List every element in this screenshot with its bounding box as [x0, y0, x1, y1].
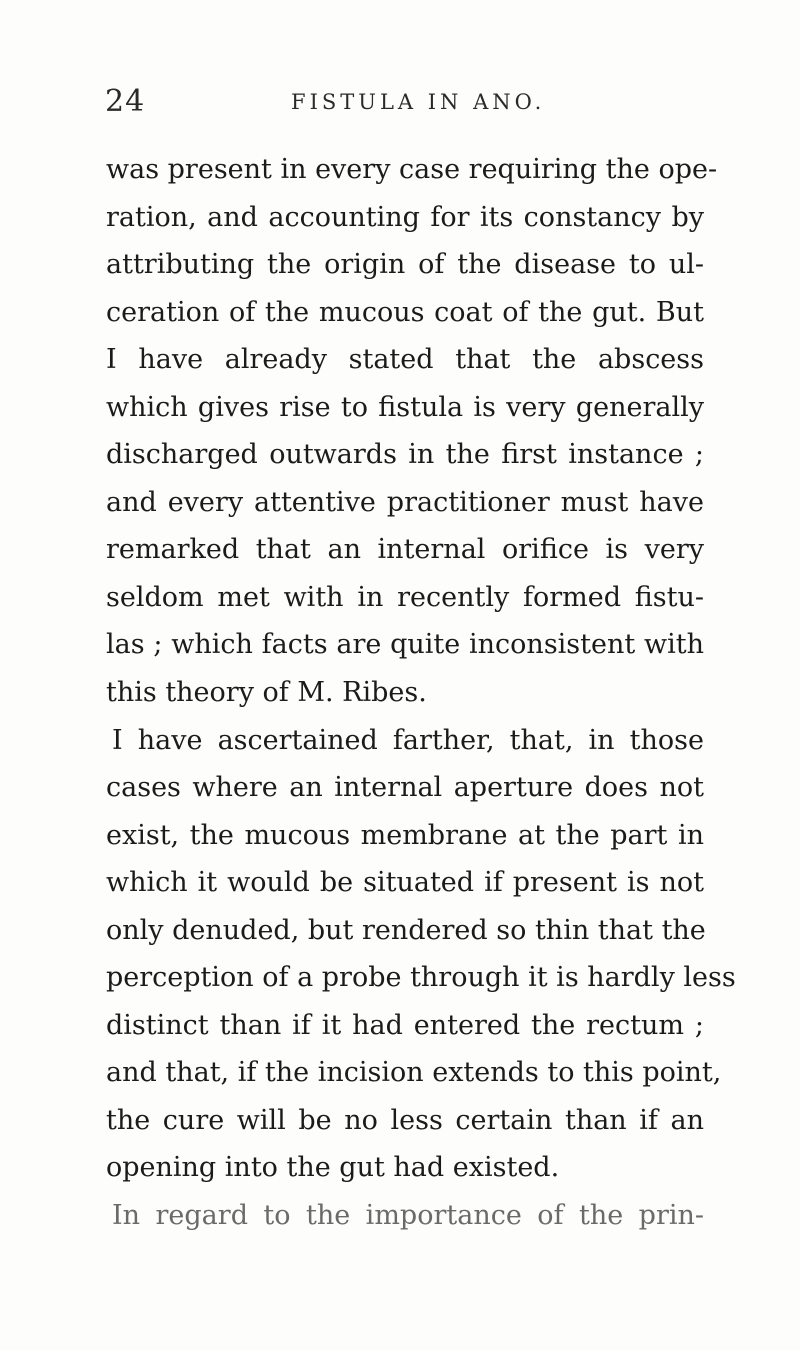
- text-line: this theory of M. Ribes.: [106, 677, 427, 709]
- text-line: exist, the mucous membrane at the part in: [106, 819, 704, 851]
- text-line: which gives rise to fistula is very generally: [106, 391, 704, 423]
- text-line: only denuded, but rendered so thin that the: [106, 914, 706, 946]
- text-line: seldom met with in recently formed fistu-: [106, 581, 704, 613]
- text-line: was present in every case requiring the ope-: [106, 154, 718, 185]
- body-text: [106, 146, 736, 1240]
- text-line: I have ascertained farther, that, in those: [112, 724, 704, 756]
- page-header: [0, 84, 800, 124]
- text-line: the cure will be no less certain than if an: [106, 1104, 704, 1136]
- text-line: I have already stated that the abscess: [106, 344, 704, 376]
- text-line: perception of a probe through it is hardly less: [106, 962, 736, 994]
- text-line: las ; which facts are quite inconsistent with: [106, 629, 704, 661]
- text-line: ration, and accounting for its constancy by: [106, 201, 704, 233]
- text-line: discharged outwards in the first instance ;: [106, 439, 704, 471]
- text-line: which it would be situated if present is not: [106, 867, 704, 899]
- text-line: In regard to the importance of the prin-: [112, 1200, 704, 1232]
- text-line: distinct than if it had entered the rectum ;: [106, 1009, 704, 1041]
- text-line: and every attentive practitioner must have: [106, 486, 704, 518]
- text-line: cases where an internal aperture does not: [106, 772, 704, 804]
- page-number: 24: [105, 84, 146, 119]
- text-line: remarked that an internal orifice is very: [106, 534, 704, 566]
- text-line: opening into the gut had existed.: [106, 1152, 560, 1184]
- text-line: ceration of the mucous coat of the gut. But: [106, 296, 704, 328]
- text-line: and that, if the incision extends to this point,: [106, 1057, 722, 1089]
- text-line: attributing the origin of the disease to ul-: [106, 249, 704, 281]
- running-head: FISTULA IN ANO.: [291, 90, 546, 114]
